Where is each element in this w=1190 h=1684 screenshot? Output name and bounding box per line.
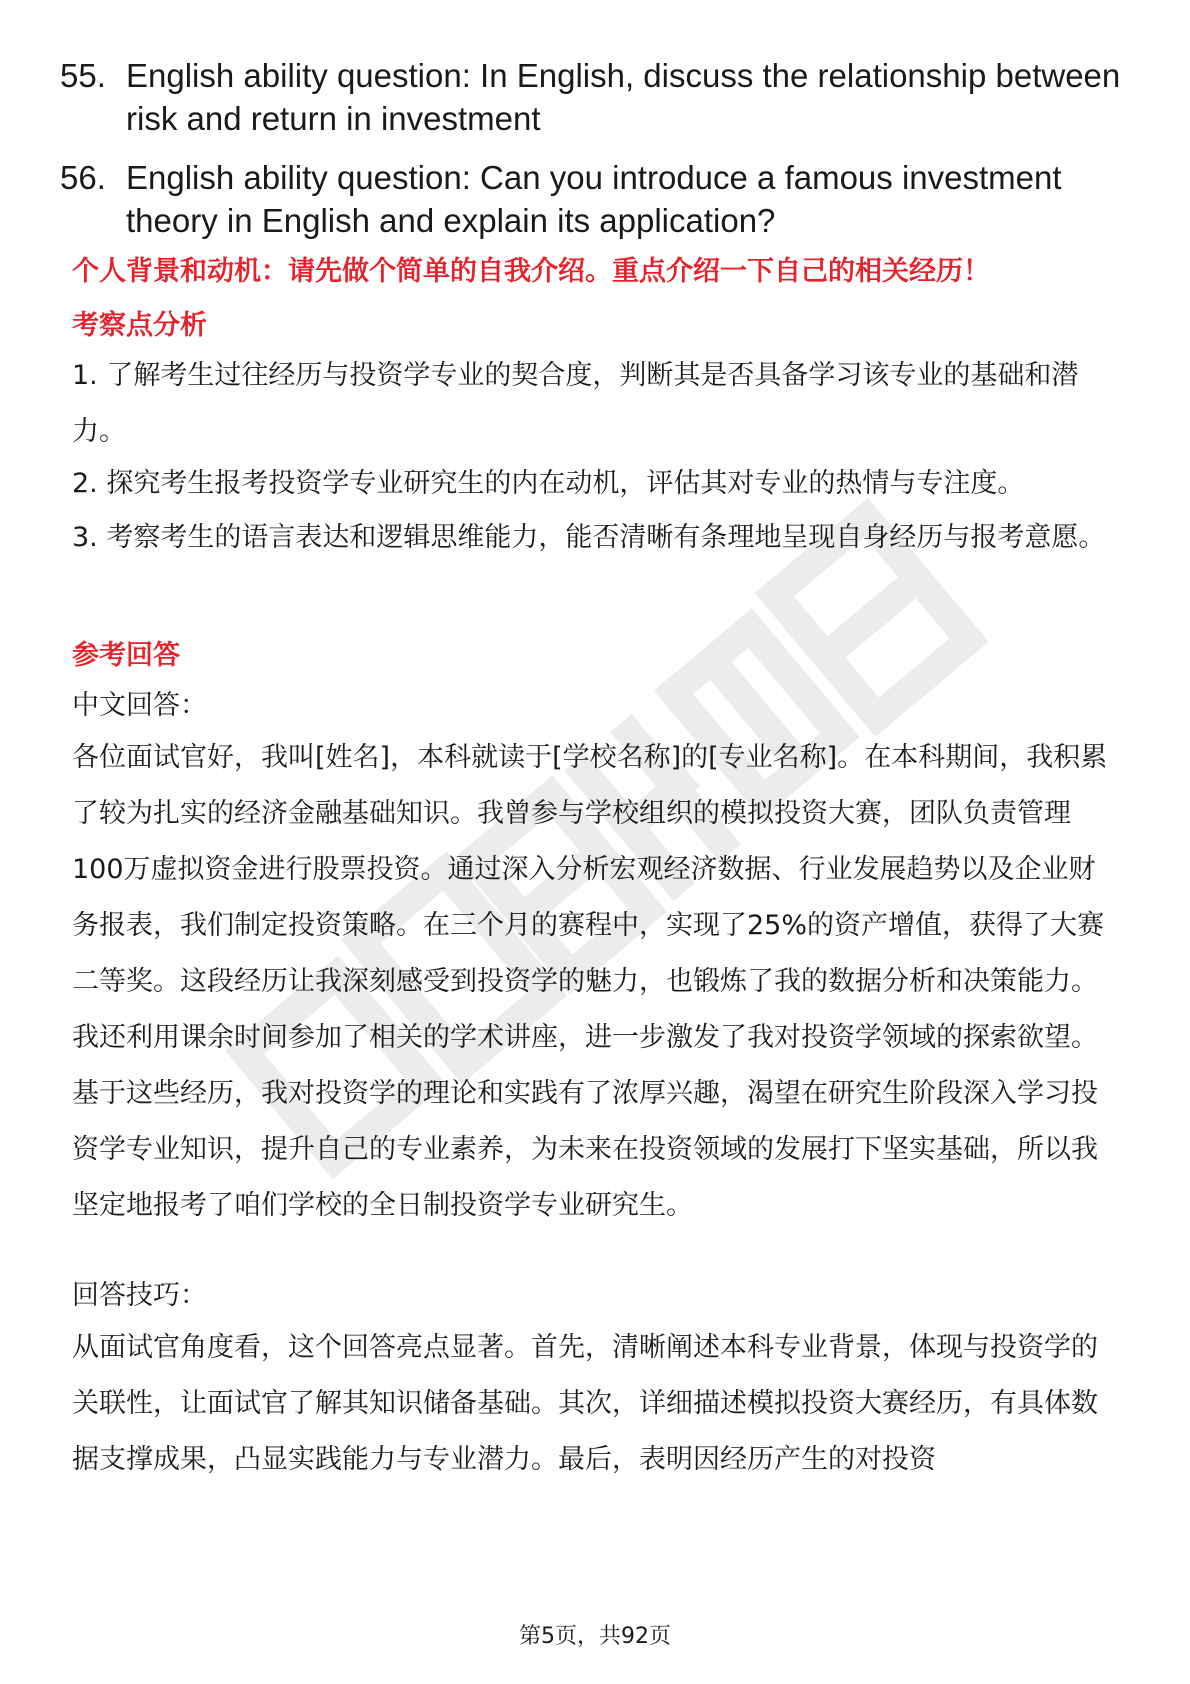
reference-heading: 参考回答 xyxy=(72,640,180,671)
analysis-point-3: 3. 考察考生的语言表达和逻辑思维能力，能否清晰有条理地呈现自身经历与报考意愿。 xyxy=(72,522,1106,553)
chinese-answer-text: 各位面试官好，我叫[姓名]，本科就读于[学校名称]的[专业名称]。在本科期间，我积累了较为扎实的经济金融基础知识。我曾参与学校组织的模拟投资大赛，团队负责管理100万虚拟资金进行股票投资。通过深入分析宏观经济数据、行业发展趋势以及企业财务报表，我们制定投资策略。在三个月的赛程中，实现了25%的资产增值，获得了大赛二等奖。这段经历让我深刻感受到投资学的魅力，也锻炼了我的数据分析和决策能力。我还利用课余时间参加了相关的学术讲座，进一步激发了我对投资学领域的探索欲望。基于这些经历，我对投资学的理论和实践有了浓厚兴趣，渴望在研究生阶段深入学习投资学专业知识，提升自己的专业素养，为未来在投资领域的发展打下坚实基础，所以我坚定地报考了咱们学校的全日制投资学专业研究生。 xyxy=(72,742,1108,1221)
page-footer: 第5页，共92页 xyxy=(519,1624,671,1649)
question-item xyxy=(60,54,1130,140)
question-number: 56. xyxy=(60,159,106,196)
question-text: English ability question: Can you introduce a famous investment theory in English and explain its application? xyxy=(126,159,1062,239)
analysis-heading: 考察点分析 xyxy=(72,310,207,341)
chinese-answer-label: 中文回答： xyxy=(72,690,207,721)
question-number: 55. xyxy=(60,57,106,94)
analysis-point-1: 1. 了解考生过往经历与投资学专业的契合度，判断其是否具备学习该专业的基础和潜力。 xyxy=(72,360,1079,447)
question-list xyxy=(60,54,1130,258)
question-item xyxy=(60,156,1130,242)
section-title: 个人背景和动机：请先做个简单的自我介绍。重点介绍一下自己的相关经历！ xyxy=(72,256,990,287)
question-text: English ability question: In English, discuss the relationship between risk and return in investment xyxy=(126,57,1121,137)
tips-label: 回答技巧： xyxy=(72,1280,207,1311)
tips-text: 从面试官角度看，这个回答亮点显著。首先，清晰阐述本科专业背景，体现与投资学的关联性，让面试官了解其知识储备基础。其次，详细描述模拟投资大赛经历，有具体数据支撑成果，凸显实践能力与专业潜力。最后，表明因经历产生的对投资 xyxy=(72,1332,1098,1475)
analysis-point-2: 2. 探究考生报考投资学专业研究生的内在动机，评估其对专业的热情与专注度。 xyxy=(72,468,1025,499)
